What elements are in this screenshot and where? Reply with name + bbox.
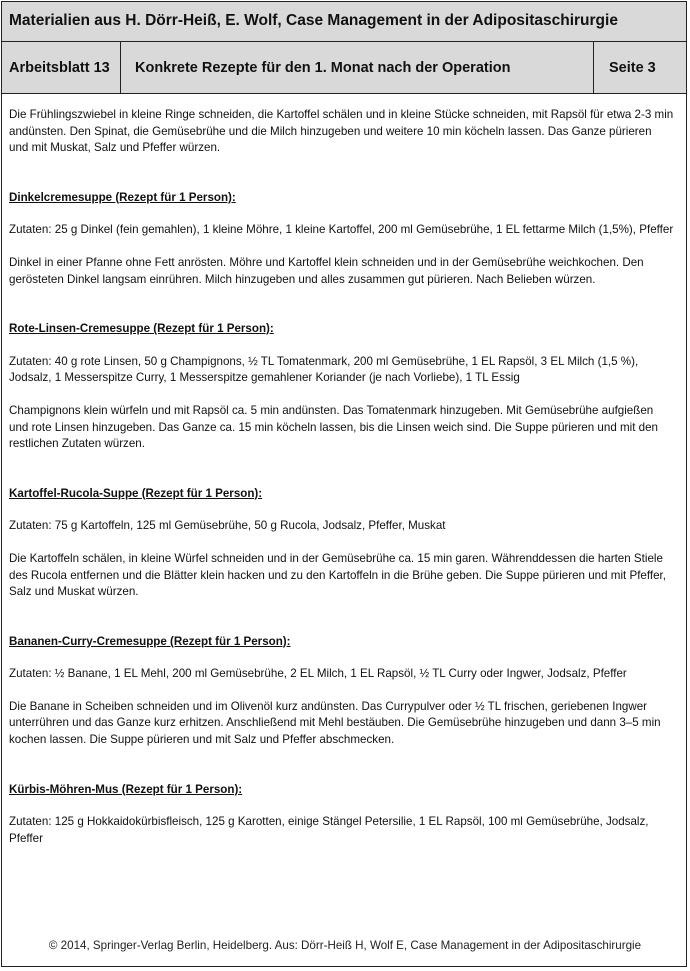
document-source-title: Materialien aus H. Dörr-Heiß, E. Wolf, Case Management in der Adipositaschirurgie	[2, 2, 686, 42]
recipe-ingredients: Zutaten: 25 g Dinkel (fein gemahlen), 1 kleine Möhre, 1 kleine Kartoffel, 200 ml Gemüsebrühe, 1 EL fettarme Milch (1,5%), Pfeffer	[9, 223, 674, 237]
worksheet-number: Arbeitsblatt 13	[2, 42, 121, 93]
recipe-title: Dinkelcremesuppe (Rezept für 1 Person):	[9, 190, 236, 204]
recipe-title: Rote-Linsen-Cremesuppe (Rezept für 1 Person):	[9, 322, 274, 336]
intro-instructions: Die Frühlingszwiebel in kleine Ringe schneiden, die Kartoffel schälen und in kleine Stücke schneiden, mit Rapsöl für etwa 2-3 min andünsten. Den Spinat, die Gemüsebrühe und die Milch hinzugeben und weitere 10 min köcheln lassen. Das Ganze pürieren und mit Muskat, Salz und Pfeffer würzen.	[9, 108, 674, 155]
worksheet-header	[2, 42, 686, 94]
recipe-instructions: Dinkel in einer Pfanne ohne Fett anrösten. Möhre und Kartoffel klein schneiden und in der Gemüsebrühe weichkochen. Den gerösteten Dinkel langsam einrühren. Milch hinzugeben und alles zusammen gut pürieren. Nach Belieben würzen.	[9, 255, 644, 286]
worksheet-content	[2, 94, 686, 847]
recipe-ingredients: Zutaten: 125 g Hokkaidokürbisfleisch, 125 g Karotten, einige Stängel Petersilie, 1 EL Rapsöl, 100 ml Gemüsebrühe, Jodsalz, Pfeffer	[9, 815, 649, 845]
recipe-instructions: Die Banane in Scheiben schneiden und im Olivenöl kurz andünsten. Das Currypulver oder ½ TL frischen, geriebenen Ingwer unterrühren und das Ganze kurz erhitzen. Anschließend mit Mehl bestäuben. Die Gemüsebrühe hinzugeben und dann 3–5 min kochen lassen. Die Suppe pürieren und mit Salz und Pfeffer abschmecken.	[9, 699, 661, 747]
recipe-instructions: Champignons klein würfeln und mit Rapsöl ca. 5 min andünsten. Das Tomatenmark hinzugeben. Mit Gemüsebrühe aufgießen und rote Linsen hinzugeben. Das Ganze ca. 15 min köcheln lassen, bis die Linsen weich sind. Die Suppe pürieren und mit den restlichen Zutaten würzen.	[9, 403, 659, 451]
worksheet-frame	[1, 1, 687, 967]
recipe-ingredients: Zutaten: 40 g rote Linsen, 50 g Champignons, ½ TL Tomatenmark, 200 ml Gemüsebrühe, 1 EL Rapsöl, 3 EL Milch (1,5 %), Jodsalz, 1 Messerspitze Curry, 1 Messerspitze gemahlener Koriander (je nach Vorliebe), 1 TL Essig	[9, 354, 639, 385]
worksheet-title: Konkrete Rezepte für den 1. Monat nach der Operation	[121, 42, 594, 93]
recipe-title: Bananen-Curry-Cremesuppe (Rezept für 1 Person):	[9, 634, 291, 648]
recipe-title: Kürbis-Möhren-Mus (Rezept für 1 Person):	[9, 782, 243, 796]
recipe-instructions: Die Kartoffeln schälen, in kleine Würfel schneiden und in der Gemüsebrühe ca. 15 min garen. Währenddessen die harten Stiele des Rucola entfernen und die Blätter klein hacken und zu den Kartoffeln in die Brühe geben. Die Suppe pürieren und mit Pfeffer, Salz und Muskat würzen.	[9, 551, 666, 599]
recipe-title: Kartoffel-Rucola-Suppe (Rezept für 1 Person):	[9, 486, 263, 500]
copyright-footer: © 2014, Springer-Verlag Berlin, Heidelberg. Aus: Dörr-Heiß H, Wolf E, Case Management in der Adipositaschirurgie	[48, 939, 642, 952]
recipe-ingredients: Zutaten: ½ Banane, 1 EL Mehl, 200 ml Gemüsebrühe, 2 EL Milch, 1 EL Rapsöl, ½ TL Curry oder Ingwer, Jodsalz, Pfeffer	[9, 667, 627, 681]
page-number: Seite 3	[609, 59, 656, 76]
recipe-ingredients: Zutaten: 75 g Kartoffeln, 125 ml Gemüsebrühe, 50 g Rucola, Jodsalz, Pfeffer, Muskat	[9, 519, 446, 533]
